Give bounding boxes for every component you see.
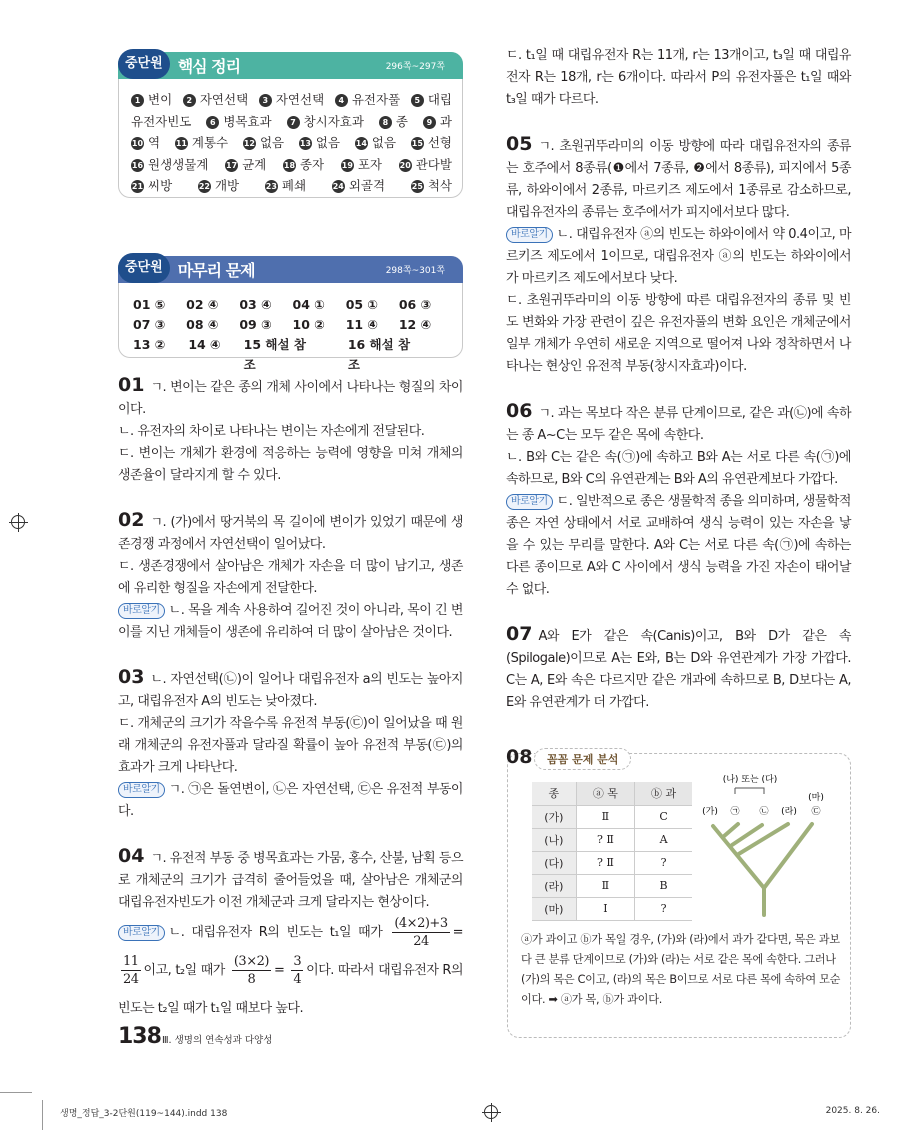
table-cell: ? (635, 851, 692, 874)
question-number: 08 (506, 746, 533, 768)
number-badge: 22 (198, 182, 210, 191)
number-badge: 24 (332, 182, 344, 191)
number-badge: 21 (131, 182, 144, 191)
summary-term: 대립 (427, 92, 452, 107)
footer-date: 2025. 8. 26. (825, 1106, 880, 1116)
denominator: 8 (247, 972, 256, 987)
number-badge: 18 (283, 160, 296, 170)
summary-item (131, 154, 208, 176)
registration-mark-icon (484, 1105, 498, 1119)
summary-item (183, 89, 248, 111)
branch-gn (723, 824, 738, 837)
summary-term: 개방 (214, 178, 240, 193)
summary-item (259, 89, 324, 111)
summary-term: 척삭 (427, 178, 452, 193)
summary-term: 역 (148, 135, 161, 150)
summary-item (175, 132, 228, 154)
page-number: 138 (118, 1024, 161, 1049)
paragraph: ㄴ. 대립유전자 ⓐ의 빈도는 하와이에서 약 0.4이고, 마르키즈 제도에서 1이므로, 대립유전자 ⓐ의 빈도는 하와이에서가 마르키즈 제도에서보다 낮다. (506, 227, 851, 286)
paragraph: ㄷ. 개체군의 크기가 작을수록 유전적 부동(㉢)이 일어났을 때 원래 개체군의 유전자풀과 달라질 확률이 높아 유전적 부동(㉢)의 효과가 크게 나타난다. (118, 716, 463, 775)
table-cell: (마) (532, 897, 576, 920)
summary-item (379, 111, 408, 133)
summary-term: 과 (439, 113, 452, 129)
summary-term: 유전자빈도 (131, 113, 192, 129)
numerator: 11 (123, 954, 139, 969)
number-badge: 2 (183, 94, 196, 107)
final-pages: 298쪽~301쪽 (385, 266, 445, 276)
number-badge: 7 (287, 116, 300, 129)
number-badge: 25 (411, 182, 423, 191)
summary-term: 균계 (242, 156, 267, 172)
summary-term: 유전자풀 (351, 92, 401, 107)
summary-term: 없음 (315, 135, 341, 150)
numerator: 3 (293, 954, 302, 969)
summary-term: 포자 (357, 156, 383, 172)
correction-badge: 바로알기 (118, 925, 165, 941)
answer-item: 13 ② (133, 337, 166, 352)
summary-item (332, 175, 385, 197)
answer-item: 02 ④ (186, 297, 219, 312)
table-row (532, 897, 692, 920)
section-pill: 중단원 (118, 253, 170, 283)
answer-item: 08 ④ (186, 317, 219, 332)
summary-item (411, 175, 452, 197)
tree-leaf: ㉡ (759, 807, 769, 817)
table-cell: A (635, 828, 692, 851)
fraction (392, 915, 449, 950)
summary-item (283, 154, 324, 176)
answer-01 (118, 374, 463, 487)
fraction (121, 953, 141, 988)
table-row (532, 805, 692, 828)
number-badge: 3 (259, 94, 272, 107)
answer-item: 11 ④ (345, 317, 379, 332)
section-pill: 중단원 (118, 49, 170, 79)
correction-badge: 바로알기 (506, 494, 553, 510)
tree-group-label: (나) 또는 (다) (722, 775, 778, 785)
paragraph: ㄷ. 일반적으로 종은 생물학적 종을 의미하며, 생물학적 종은 자연 상태에서 서로 교배하여 생식 능력이 있는 자손을 낳을 수 있는 무리를 말한다. A와 C는 서로 다른 속(㉠)에 속하는 다른 종이므로 A와 C 사이에서 생식 능력을 가진 자손이 태어날 수 없다. (506, 494, 851, 597)
answer-item: 15 해설 참조 (243, 337, 306, 372)
registration-mark-icon (11, 515, 25, 529)
tree-leaf: (가) (702, 807, 718, 817)
number-badge: 19 (341, 160, 353, 170)
number-badge: 6 (206, 116, 219, 129)
table-cell: ? (635, 897, 692, 920)
phylogenetic-tree (700, 770, 840, 920)
answer-07 (506, 623, 851, 714)
classification-table (532, 782, 692, 921)
number-badge: 10 (131, 139, 144, 148)
paragraph: ㄷ. 초원귀뚜라미의 이동 방향에 따른 대립유전자의 종류 및 빈도 변화와 가장 관련이 깊은 유전자풀의 변화 요인은 개체군에서 일부 개체가 우연히 새로운 지역으로 떨어져 나와 정착하면서 나타나는 현상인 유전적 부동(창시자효과)이다. (506, 293, 851, 374)
table-row (532, 851, 692, 874)
table-cell: Ⅱ (576, 874, 634, 897)
paragraph: ㄴ. 자연선택(㉡)이 일어나 대립유전자 a의 빈도는 높아지고, 대립유전자 A의 빈도는 낮아졌다. (118, 672, 463, 709)
summary-term: 원생생물계 (148, 156, 209, 172)
tree-leaf: (마) (808, 793, 824, 803)
answer-05 (506, 133, 851, 378)
paragraph: ㄱ. 초원귀뚜라미의 이동 방향에 따라 대립유전자의 종류는 호주에서 8종류(❶에서 7종류, ❷에서 8종류), 피지에서 5종류, 하와이에서 2종류, 마르키즈 제도에서 1종류로 감소하므로, 대립유전자의 종류는 호주에서가 피지에서보다 많다. (506, 139, 851, 220)
denominator: 4 (293, 972, 302, 987)
number-badge: 14 (355, 139, 367, 148)
summary-item (423, 111, 452, 133)
summary-row (131, 175, 452, 197)
answer-item: 04 ① (292, 297, 325, 312)
tree-leaf: ㉠ (730, 807, 740, 817)
answer-item: 01 ⑤ (133, 297, 166, 312)
paragraph: ㄷ. 변이는 개체가 환경에 적응하는 능력에 영향을 미쳐 개체의 생존율이 달라지게 할 수 있다. (118, 446, 463, 483)
summary-term: 없음 (259, 135, 285, 150)
answer-row (133, 315, 452, 335)
left-column (118, 374, 463, 1050)
number-badge: 20 (399, 160, 411, 170)
summary-term: 변이 (148, 92, 173, 107)
summary-term: 선형 (427, 135, 452, 150)
summary-term: 폐쇄 (281, 178, 307, 193)
table-header: ⓐ 목 (576, 782, 634, 805)
fraction (232, 953, 271, 988)
number-badge: 4 (335, 94, 348, 107)
summary-term: 씨방 (148, 178, 173, 193)
table-row (532, 828, 692, 851)
answer-row (133, 335, 452, 375)
summary-term: 계통수 (191, 135, 229, 150)
summary-item (399, 154, 452, 176)
paragraph: ㄱ. 변이는 같은 종의 개체 사이에서 나타나는 형질의 차이이다. (118, 380, 463, 417)
question-number: 06 (506, 400, 533, 422)
summary-item (243, 132, 284, 154)
paragraph: ㄱ. 유전적 부동 중 병목효과는 가뭄, 홍수, 산불, 남획 등으로 개체군의 크기가 급격히 줄어들었을 때, 살아남은 개체군의 대립유전자빈도가 이전 개체군과 크게 달라지는 현상이다. (118, 851, 463, 910)
summary-term: 자연선택 (275, 92, 325, 107)
number-badge: 15 (411, 139, 423, 148)
number-badge: 9 (423, 116, 436, 129)
answer-02 (118, 509, 463, 644)
table-cell: ? Ⅱ (576, 851, 634, 874)
table-row (532, 874, 692, 897)
table-header: 종 (532, 782, 576, 805)
final-box (118, 256, 463, 372)
summary-item (198, 175, 239, 197)
tree-leaf: ㉢ (811, 807, 821, 817)
table-cell: (라) (532, 874, 576, 897)
summary-keys (131, 89, 452, 197)
paragraph: ㄴ. 목을 계속 사용하여 길어진 것이 아니라, 목이 긴 변이를 지닌 개체들이 생존에 유리하여 더 많이 살아남은 것이다. (118, 603, 463, 640)
summary-term: 관다발 (415, 156, 452, 172)
summary-item (411, 132, 452, 154)
table-header: ⓑ 과 (635, 782, 692, 805)
summary-pages: 296쪽~297쪽 (385, 62, 445, 72)
paragraph: ㄴ. B와 C는 같은 속(㉠)에 속하고 B와 A는 서로 다른 속(㉠)에 속하므로, B와 C의 유연관계는 B와 A의 유연관계보다 가깝다. (506, 450, 851, 487)
answer-item: 10 ② (292, 317, 325, 332)
answer-item: 09 ③ (239, 317, 272, 332)
correction-badge: 바로알기 (506, 227, 553, 243)
summary-item (299, 132, 340, 154)
correction-badge: 바로알기 (118, 603, 165, 619)
answer-04-continued: ㄷ. t₁일 때 대립유전자 R는 11개, r는 13개이고, t₃일 때 대립유전자 R는 18개, r는 6개이다. 따라서 P의 유전자풀은 t₁일 때와 t₃일 때가 다르다. (506, 48, 851, 107)
group-bracket (735, 788, 764, 794)
summary-item (411, 89, 452, 111)
trim-mark (0, 1092, 32, 1093)
summary-title: 핵심 정리 (177, 57, 241, 76)
paragraph: ㄱ. 과는 목보다 작은 분류 단계이므로, 같은 과(㉡)에 속하는 종 A~C는 모두 같은 목에 속한다. (506, 406, 851, 443)
answer-item: 16 해설 참조 (347, 337, 411, 372)
denominator: 24 (123, 972, 139, 987)
summary-term: 없음 (371, 135, 397, 150)
summary-item (341, 154, 382, 176)
number-badge: 8 (379, 116, 392, 129)
right-column (506, 45, 851, 736)
paragraph: ㄷ. 생존경쟁에서 살아남은 개체가 자손을 더 많이 남기고, 생존에 유리한 형질을 자손에게 전달한다. (118, 559, 463, 596)
summary-item (206, 111, 271, 133)
denominator: 24 (413, 934, 429, 949)
question-number: 01 (118, 374, 145, 396)
paragraph: ㄱ. (가)에서 땅거북의 목 길이에 변이가 있었기 때문에 생존경쟁 과정에서 자연선택이 일어났다. (118, 515, 463, 552)
summary-term: 종 (395, 113, 408, 129)
paragraph: A와 E가 같은 속(Canis)이고, B와 D가 같은 속(Spilogale)이므로 A는 E와, B는 D와 유연관계가 가장 가깝다. C는 A, E와 속은 다르지만 같은 개과에 속하므로 B, D보다는 A, E와 유연관계가 더 가깝다. (506, 629, 851, 710)
answer-row (133, 295, 452, 315)
summary-row (131, 111, 452, 133)
paragraph: ㄴ. 대립유전자 R의 빈도는 t₁일 때가 (168, 925, 383, 940)
answer-item: 12 ④ (398, 317, 432, 332)
summary-term: 외골격 (348, 178, 386, 193)
answer-grid (133, 295, 452, 375)
table-cell: ? Ⅱ (576, 828, 634, 851)
summary-header (118, 52, 463, 79)
final-header (118, 256, 463, 283)
summary-term: 창시자효과 (303, 113, 364, 129)
branch-ga (713, 826, 764, 888)
table-cell: Ⅰ (576, 897, 634, 920)
footer-file: 생명_정답_3-2단원(119~144).indd 138 (60, 1109, 228, 1119)
question-number: 04 (118, 845, 145, 867)
summary-term: 병목효과 (223, 113, 272, 129)
numerator: (4×2)+3 (394, 916, 448, 931)
summary-item (225, 154, 266, 176)
correction-badge: 바로알기 (118, 782, 165, 798)
page-section: Ⅲ. 생명의 연속성과 다양성 (162, 1035, 273, 1046)
summary-item (131, 89, 172, 111)
summary-item (131, 175, 172, 197)
answer-04 (118, 845, 463, 1028)
summary-box (118, 52, 463, 198)
analysis-text: ⓐ가 과이고 ⓑ가 목일 경우, (가)와 (라)에서 과가 같다면, 목은 과보다 큰 분류 단계이므로 (가)와 (라)는 서로 같은 목에 속한다. 그러나 (가)의 목은 C이고, (라)의 목은 B이므로 서로 다른 목에 속하여 모순이다. ➡ ⓐ가 목, ⓑ가 과이다. (521, 933, 841, 1006)
table-cell: (다) (532, 851, 576, 874)
table-cell: Ⅱ (576, 805, 634, 828)
table-cell: B (635, 874, 692, 897)
answer-06 (506, 400, 851, 601)
summary-row (131, 154, 452, 176)
paragraph: ㄱ. ㉠은 돌연변이, ㉡은 자연선택, ㉢은 유전적 부동이다. (118, 782, 463, 819)
answer-item: 07 ③ (133, 317, 166, 332)
numerator: (3×2) (233, 954, 269, 969)
question-number: 07 (506, 623, 533, 645)
trim-mark (42, 1100, 43, 1130)
summary-item (265, 175, 306, 197)
number-badge: 1 (131, 94, 144, 107)
summary-item (131, 132, 160, 154)
question-number: 02 (118, 509, 145, 531)
summary-term: 종자 (299, 156, 325, 172)
paragraph: 이고, t₂일 때가 (143, 963, 225, 978)
number-badge: 23 (265, 182, 277, 191)
number-badge: 5 (411, 94, 424, 107)
summary-item (335, 89, 400, 111)
number-badge: 13 (299, 139, 311, 148)
analysis-tag: 꼼꼼 문제 분석 (534, 748, 631, 770)
answer-item: 03 ④ (239, 297, 272, 312)
number-badge: 11 (175, 139, 187, 148)
number-badge: 17 (226, 160, 238, 170)
answer-item: 06 ③ (398, 297, 432, 312)
branch-ra (737, 824, 788, 855)
summary-item (287, 111, 364, 133)
summary-row (131, 89, 452, 111)
paragraph: ㄴ. 유전자의 차이로 나타나는 변이는 자손에게 전달된다. (118, 424, 425, 439)
equals: = (452, 925, 463, 940)
answer-03 (118, 666, 463, 823)
tree-leaf: (라) (781, 807, 797, 817)
answer-item: 14 ④ (188, 337, 221, 352)
number-badge: 12 (243, 139, 255, 148)
table-cell: (나) (532, 828, 576, 851)
table-cell: (가) (532, 805, 576, 828)
final-title: 마무리 문제 (177, 261, 255, 280)
number-badge: 16 (131, 160, 144, 170)
table-cell: C (635, 805, 692, 828)
fraction (291, 953, 303, 988)
summary-item (355, 132, 396, 154)
summary-term: 자연선택 (199, 92, 249, 107)
summary-item (131, 111, 191, 133)
question-number: 03 (118, 666, 145, 688)
equals: = (273, 963, 285, 978)
summary-row (131, 132, 452, 154)
question-number: 05 (506, 133, 533, 155)
answer-item: 05 ① (345, 297, 379, 312)
paragraph: 이다. 따라서 대립유전자 R의 빈도는 t₂일 때가 t₁일 때보다 높다. (118, 963, 464, 1016)
